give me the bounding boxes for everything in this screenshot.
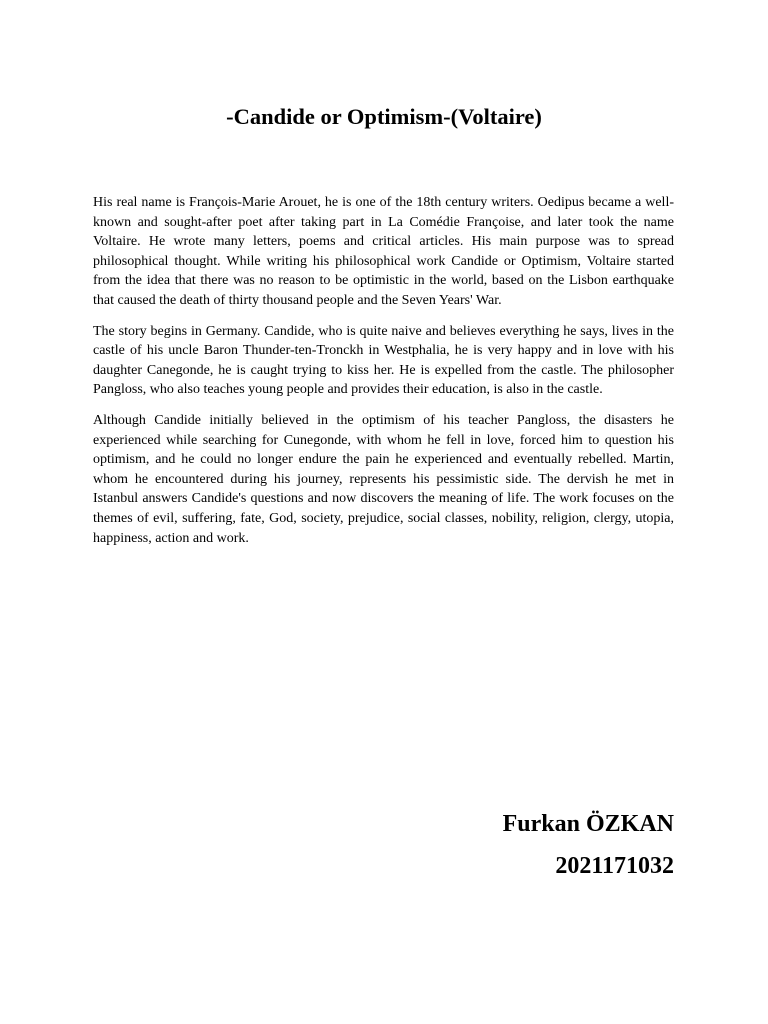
paragraph-themes: Although Candide initially believed in the optimism of his teacher Pangloss, the disasters he experienced while searching for Cunegonde, with whom he fell in love, forced him to question his optimism, and he could no longer endure the pain he experienced and eventually rebelled. Martin, whom he encountered during his journey, represents his pessimistic side. The dervish he met in Istanbul answers Candide's questions and now discovers the meaning of life. The work focuses on the themes of evil, suffering, fate, God, society, prejudice, social classes, nobility, religion, clergy, utopia, happiness, action and work. <box>93 412 674 546</box>
student-id: 2021171032 <box>555 853 674 879</box>
paragraph-biography: His real name is François-Marie Arouet, he is one of the 18th century writers. Oedipus became a well-known and sought-after poet after taking part in La Comédie Françoise, and later took the name Voltaire. He wrote many letters, poems and critical articles. His main purpose was to spread philosophical thought. While writing his philosophical work Candide or Optimism, Voltaire started from the idea that there was no reason to be optimistic in the world, based on the Lisbon earthquake that caused the death of thirty thousand people and the Seven Years' War. <box>93 195 674 308</box>
paragraph-story-beginning: The story begins in Germany. Candide, who is quite naive and believes everything he says, lives in the castle of his uncle Baron Thunder-ten-Tronckh in Westphalia, he is very happy and in love with his daughter Canegonde, he is caught trying to kiss her. He is expelled from the castle. The philosopher Pangloss, who also teaches young people and provides their education, is also in the castle. <box>93 323 674 398</box>
document-title: -Candide or Optimism-(Voltaire) <box>226 104 542 129</box>
author-name: Furkan ÖZKAN <box>502 811 674 837</box>
document-body <box>93 193 674 559</box>
author-signature-block <box>503 808 674 882</box>
